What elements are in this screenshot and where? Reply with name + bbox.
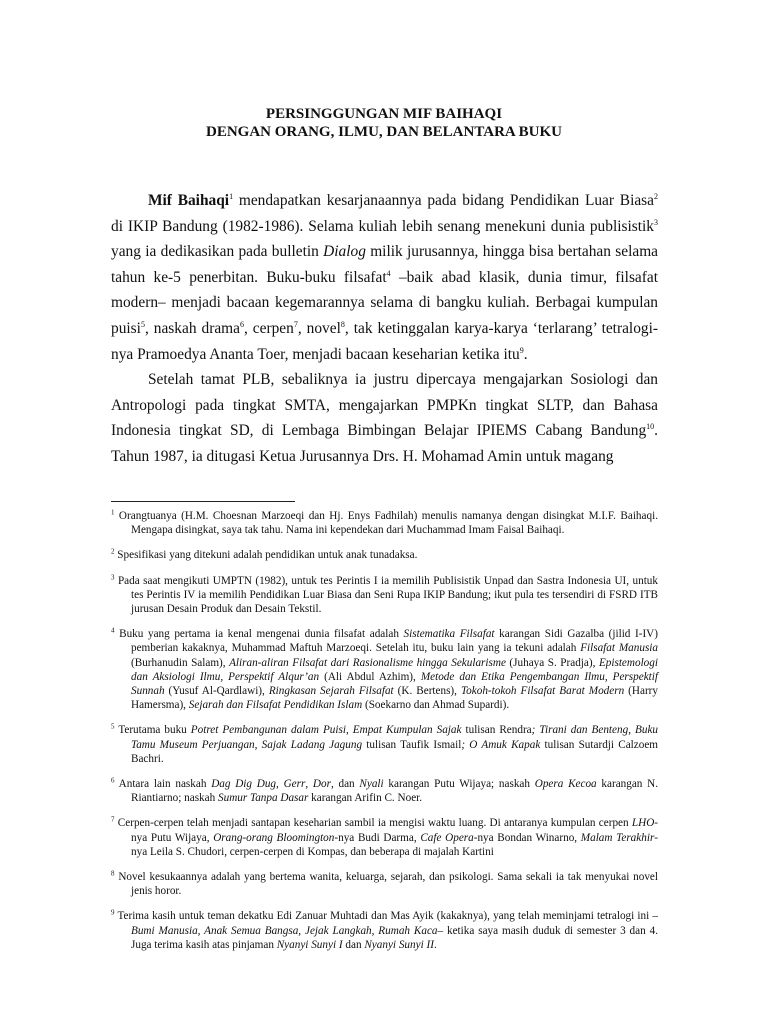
footnote-7: $^7$ Cerpen-cerpen telah menjadi santapan keseharian sambil ia mengisi waktu luang. Di antaranya kumpulan cerpen LHO-nya Putu Wijaya, Orang-orang Bloomington-nya Budi Darma, Cafe Opera-nya Bondan Winarno, Malam Terakhir-nya Leila S. Chudori, cerpen-cerpen di Kompas, dan beberapa di majalah Kartini (111, 815, 659, 858)
dialog-title: Dialog (323, 243, 366, 261)
footnotes (111, 509, 658, 963)
paragraph-2: Setelah tamat PLB, sebaliknya ia justru dipercaya mengajarkan Sosiologi dan Antropologi pada tingkat SMTA, mengajarkan PMPKn tingkat SLTP, dan Bahasa Indonesia tingkat SD, di Lembaga Bimbingan Belajar IPIEMS Cabang Bandung$^{10}$. Tahun 1987, ia ditugasi Ketua Jurusannya Drs. H. Mohamad Amin untuk magang (111, 371, 658, 465)
footnote-ref-2[interactable]: 2 (654, 191, 658, 201)
footnote-1: $^1$ Orangtuanya (H.M. Choesnan Marzoeqi dan Hj. Enys Fadhilah) menulis namanya dengan disingkat M.I.F. Baihaqi. Mengapa disingkat, saya tak tahu. Nama ini kependekan dari Muchammad Imam Faisal Baihaqi. (111, 508, 658, 537)
footnote-ref-3[interactable]: 3 (654, 217, 658, 227)
paragraph-1: Mif Baihaqi$^1$ mendapatkan kesarjanaannya pada bidang Pendidikan Luar Biasa$^2$ di IKIP Bandung (1982-1986). Selama kuliah lebih senang menekuni dunia publisistik$^3$ yang ia dedikasikan pada bulletin Dialog milik jurusannya, hingga bisa bertahan selama tahun ke-5 penerbitan. Buku-buku filsafat$^4$ –baik abad klasik, dunia timur, filsafat modern– menjadi bacaan kegemarannya selama di bangku kuliah. Berbagai kumpulan puisi$^5$, naskah drama$^6$, cerpen$^7$, novel$^8$, tak ketinggalan karya-karya ‘terlarang’ tetralogi-nya Pramoedya Ananta Toer, menjadi bacaan keseharian ketika itu$^9$. (111, 191, 658, 363)
footnote-ref-5[interactable]: 5 (140, 319, 145, 329)
footnote-separator (111, 501, 295, 502)
footnote-ref-7[interactable]: 7 (293, 319, 298, 329)
footnote-5: $^5$ Terutama buku Potret Pembangunan dalam Puisi, Empat Kumpulan Sajak tulisan Rendra; Tirani dan Benteng, Buku Tamu Museum Perjuangan, Sajak Ladang Jagung tulisan Taufik Ismail; O Amuk Kapak tulisan Sutardji Calzoem Bachri. (111, 722, 659, 765)
body-text (111, 188, 658, 470)
title-line-2: DENGAN ORANG, ILMU, DAN BELANTARA BUKU (206, 124, 562, 140)
footnote-3: $^3$ Pada saat mengikuti UMPTN (1982), untuk tes Perintis I ia memilih Publisistik Unpad dan Sastra Indonesia UI, untuk tes Perintis IV ia memilih Pendidikan Luar Biasa dan Seni Rupa IKIP Bandung; ikut pula tes tersendiri di FSRD ITB jurusan Desain Produk dan Desain Tekstil. (111, 572, 658, 616)
author-name: Mif Baihaqi (148, 192, 230, 209)
footnote-ref-6[interactable]: 6 (239, 319, 244, 329)
title-line-1: PERSINGGUNGAN MIF BAIHAQI (265, 106, 503, 122)
footnote-4: $^4$ Buku yang pertama ia kenal mengenai dunia filsafat adalah Sistematika Filsafat karangan Sidi Gazalba (jilid I-IV) pemberian kakaknya, Muhammad Maftuh Marzoeqi. Setelah itu, buku lain yang ia tekuni adalah Filsafat Manusia (Burhanudin Salam), Aliran-aliran Filsafat dari Rasionalisme hingga Sekularisme (Juhaya S. Pradja), Epistemologi dan Aksiologi Ilmu, Perspektif Alqur’an (Ali Abdul Azhim), Metode dan Etika Pengembangan Ilmu, Perspektif Sunnah (Yusuf Al-Qardlawi), Ringkasan Sejarah Filsafat (K. Bertens), Tokoh-tokoh Filsafat Barat Modern (Harry Hamersma), Sejarah dan Filsafat Pendidikan Islam (Soekarno dan Ahmad Supardi). (111, 626, 658, 712)
footnote-8: $^8$ Novel kesukaannya adalah yang bertema wanita, keluarga, sejarah, dan psikologi. Sama sekali ia tak menyukai novel jenis horor. (111, 869, 658, 898)
footnote-2: $^2$ Spesifikasi yang ditekuni adalah pendidikan untuk anak tunadaksa. (111, 547, 418, 562)
footnote-ref-1[interactable]: 1 (229, 191, 234, 201)
footnote-ref-10[interactable]: 10 (646, 422, 655, 432)
footnote-9: $^9$ Terima kasih untuk teman dekatku Edi Zanuar Muhtadi dan Mas Ayik (kakaknya), yang telah meminjami tetralogi ini –Bumi Manusia, Anak Semua Bangsa, Jejak Langkah, Rumah Kaca– ketika saya masih duduk di semester 3 dan 4. Juga terima kasih atas pinjaman Nyanyi Sunyi I dan Nyanyi Sunyi II. (111, 908, 658, 951)
footnote-ref-4[interactable]: 4 (386, 268, 391, 278)
footnote-6: $^6$ Antara lain naskah Dag Dig Dug, Gerr, Dor, dan Nyali karangan Putu Wijaya; naskah Opera Kecoa karangan N. Riantiarno; naskah Sumur Tanpa Dasar karangan Arifin C. Noer. (111, 776, 659, 805)
footnote-ref-9[interactable]: 9 (519, 345, 524, 355)
footnote-ref-8[interactable]: 8 (340, 319, 345, 329)
